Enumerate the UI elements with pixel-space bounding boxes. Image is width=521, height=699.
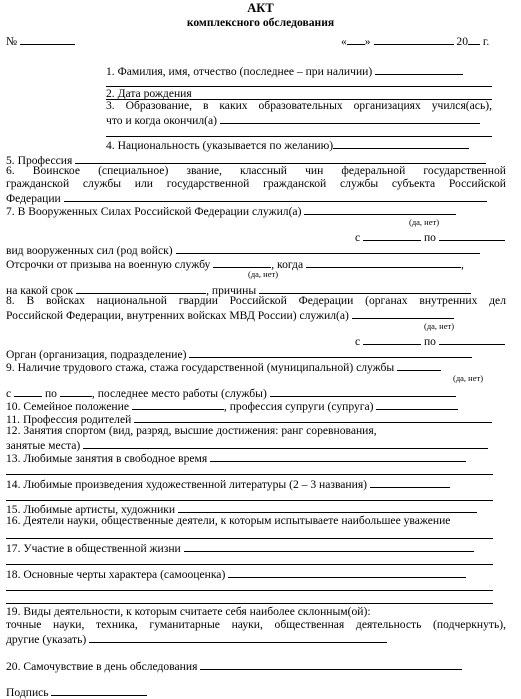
field-12-label-a: 12. Занятия спортом (вид, разряд, высшие достижения: ранг соревнования, bbox=[6, 424, 377, 437]
last-work-label: , последнее место работы (службы) bbox=[91, 387, 267, 400]
deferral-term-input[interactable] bbox=[76, 282, 206, 294]
number-label: № bbox=[6, 35, 18, 48]
spouse-profession-label: , профессия супруги (супруга) bbox=[223, 400, 374, 413]
yes-no-hint-8: (да, нет) bbox=[424, 321, 455, 331]
field-7-branch bbox=[6, 242, 480, 257]
to-label-8: по bbox=[423, 335, 436, 348]
national-guard-input[interactable] bbox=[352, 307, 454, 319]
yes-no-hint-9: (да, нет) bbox=[453, 373, 484, 383]
field-3-label-b: что и когда окончил(а) bbox=[106, 114, 218, 127]
parents-profession-input[interactable] bbox=[134, 411, 492, 423]
field-4-label: 4. Национальность (указывается по желанию) bbox=[106, 139, 334, 152]
work-to-input[interactable] bbox=[60, 385, 92, 397]
act-subtitle: комплексного обследования bbox=[186, 16, 335, 29]
field-6-label-a: 6. Воинское (специальное) звание, классный чин федеральной государственной bbox=[6, 164, 506, 177]
signature-row bbox=[6, 684, 147, 699]
other-activities-input[interactable] bbox=[89, 631, 387, 643]
hobbies-input[interactable] bbox=[210, 450, 466, 462]
field-14-literature bbox=[6, 476, 450, 491]
field-3-label-a: 3. Образование, в каких образовательных организациях учился(ась), bbox=[106, 99, 492, 112]
year-field[interactable] bbox=[468, 33, 480, 45]
field-5-label: 5. Профессия bbox=[6, 154, 73, 167]
hobbies-line-2[interactable] bbox=[6, 474, 493, 475]
date-close-quote: » bbox=[364, 35, 371, 48]
last-work-input[interactable] bbox=[270, 385, 456, 397]
work-from-input[interactable] bbox=[14, 385, 42, 397]
character-input[interactable] bbox=[228, 566, 466, 578]
field-1-label: 1. Фамилия, имя, отчество (последнее – при наличии) bbox=[106, 65, 373, 78]
armed-forces-input[interactable] bbox=[304, 203, 456, 215]
field-2-label: 2. Дата рождения bbox=[106, 87, 192, 100]
deferral-label: Отсрочки от призыва на военную службу bbox=[6, 258, 211, 271]
character-line-3[interactable] bbox=[6, 603, 493, 604]
date-open-quote: « bbox=[341, 35, 347, 48]
field-9-experience bbox=[6, 359, 441, 374]
literature-input[interactable] bbox=[370, 476, 450, 488]
field-18-character bbox=[6, 566, 466, 581]
guard-from-input[interactable] bbox=[363, 333, 421, 345]
family-status-input[interactable] bbox=[132, 398, 224, 410]
field-10-label: 10. Семейное положение bbox=[6, 400, 129, 413]
yes-no-hint-7: (да, нет) bbox=[409, 217, 440, 227]
act-date-row bbox=[341, 33, 489, 48]
field-7-armed-forces bbox=[6, 203, 456, 218]
wellbeing-input[interactable] bbox=[200, 658, 462, 670]
year-suffix: г. bbox=[482, 35, 490, 48]
public-life-input[interactable] bbox=[184, 540, 474, 552]
field-7-label: 7. В Вооруженных Силах Российской Федерации служил(а) bbox=[6, 205, 302, 218]
month-field[interactable] bbox=[374, 33, 454, 45]
from-label-9: с bbox=[6, 387, 12, 400]
deferral-when-input[interactable] bbox=[306, 256, 461, 268]
field-13-hobbies bbox=[6, 450, 466, 465]
act-number-row bbox=[6, 33, 75, 48]
artists-input[interactable] bbox=[178, 501, 477, 513]
profession-input[interactable] bbox=[75, 152, 486, 164]
nationality-input[interactable] bbox=[333, 137, 469, 149]
field-17-public bbox=[6, 540, 474, 555]
act-number-field[interactable] bbox=[20, 33, 75, 45]
field-12-label-b: занятые места) bbox=[6, 439, 81, 452]
field-8-label-a: 8. В войсках национальной гвардии Российской Федерации (органах внутренних дел bbox=[6, 294, 506, 307]
day-field[interactable] bbox=[347, 33, 365, 45]
field-19-row bbox=[6, 631, 387, 646]
education-input[interactable] bbox=[220, 112, 480, 124]
branch-input[interactable] bbox=[176, 242, 480, 254]
rank-input[interactable] bbox=[64, 190, 487, 202]
service-to-input[interactable] bbox=[439, 229, 505, 241]
act-title: АКТ bbox=[247, 1, 274, 15]
field-8-row bbox=[6, 307, 454, 322]
field-15-label: 15. Любимые артисты, художники bbox=[6, 503, 176, 516]
guard-to-input[interactable] bbox=[439, 333, 505, 345]
organ-input[interactable] bbox=[189, 346, 472, 358]
deferral-row: Отсрочки от призыва на военную службу , когда , bbox=[6, 258, 464, 271]
sports-input[interactable] bbox=[83, 437, 488, 449]
field-3-row bbox=[106, 112, 480, 127]
field-16-label: 16. Деятели науки, общественные деятели, к которым испытываете наибольшее уважение bbox=[6, 514, 451, 527]
field-19-options[interactable]: точные науки, техника, гуманитарные науки, общественная деятельность (подчеркнуть), bbox=[6, 618, 506, 631]
field-20-label: 20. Самочувствие в день обследования bbox=[6, 660, 198, 673]
deferral-term-label: на какой срок bbox=[6, 284, 74, 297]
character-line-2[interactable] bbox=[6, 590, 493, 591]
year-prefix: 20 bbox=[456, 35, 468, 48]
service-from-input[interactable] bbox=[363, 229, 421, 241]
to-label: по bbox=[423, 231, 436, 244]
field-1-fullname bbox=[106, 63, 463, 78]
field-11-label: 11. Профессия родителей bbox=[6, 413, 132, 426]
experience-input[interactable] bbox=[397, 359, 441, 371]
field-19-label-a: 19. Виды деятельности, к которым считаете себя наиболее склонным(ой): bbox=[6, 605, 371, 618]
organ-label: Орган (организация, подразделение) bbox=[6, 348, 187, 361]
field-6-label-b: гражданской службы или государственной гражданской службы субъекта Российской bbox=[6, 177, 506, 190]
field-14-label: 14. Любимые произведения художественной литературы (2 – 3 названия) bbox=[6, 478, 368, 491]
respected-people-input[interactable] bbox=[6, 538, 493, 539]
field-9-label: 9. Наличие трудового стажа, стажа государственной (муниципальной) службы bbox=[6, 361, 395, 374]
signature-field[interactable] bbox=[51, 684, 147, 696]
deferral-reason-label: , причины bbox=[206, 284, 257, 297]
from-label-8: с bbox=[355, 335, 361, 348]
spouse-profession-input[interactable] bbox=[376, 398, 458, 410]
field-19-label-c: другие (указать) bbox=[6, 633, 87, 646]
field-6-label-c: Федерации bbox=[6, 192, 61, 205]
yes-no-hint-deferral: (да, нет) bbox=[248, 269, 279, 279]
signature-label: Подпись bbox=[6, 686, 49, 699]
deferral-reason-input[interactable] bbox=[259, 282, 471, 294]
field-20-wellbeing bbox=[6, 658, 462, 673]
fullname-input[interactable] bbox=[375, 63, 463, 75]
to-label-9: по bbox=[44, 387, 57, 400]
field-13-label: 13. Любимые занятия в свободное время bbox=[6, 452, 208, 465]
from-label: с bbox=[355, 231, 361, 244]
field-8-label-b: Российской Федерации, внутренних войсках МВД России) служил(а) bbox=[6, 309, 349, 322]
field-17-label: 17. Участие в общественной жизни bbox=[6, 542, 181, 555]
branch-label: вид вооруженных сил (род войск) bbox=[6, 244, 173, 257]
deferral-input[interactable] bbox=[213, 256, 271, 268]
deferral-when-label: , когда bbox=[271, 258, 304, 271]
field-4-nationality bbox=[106, 137, 469, 152]
public-life-line-2[interactable] bbox=[6, 564, 493, 565]
field-18-label: 18. Основные черты характера (самооценка) bbox=[6, 568, 226, 581]
